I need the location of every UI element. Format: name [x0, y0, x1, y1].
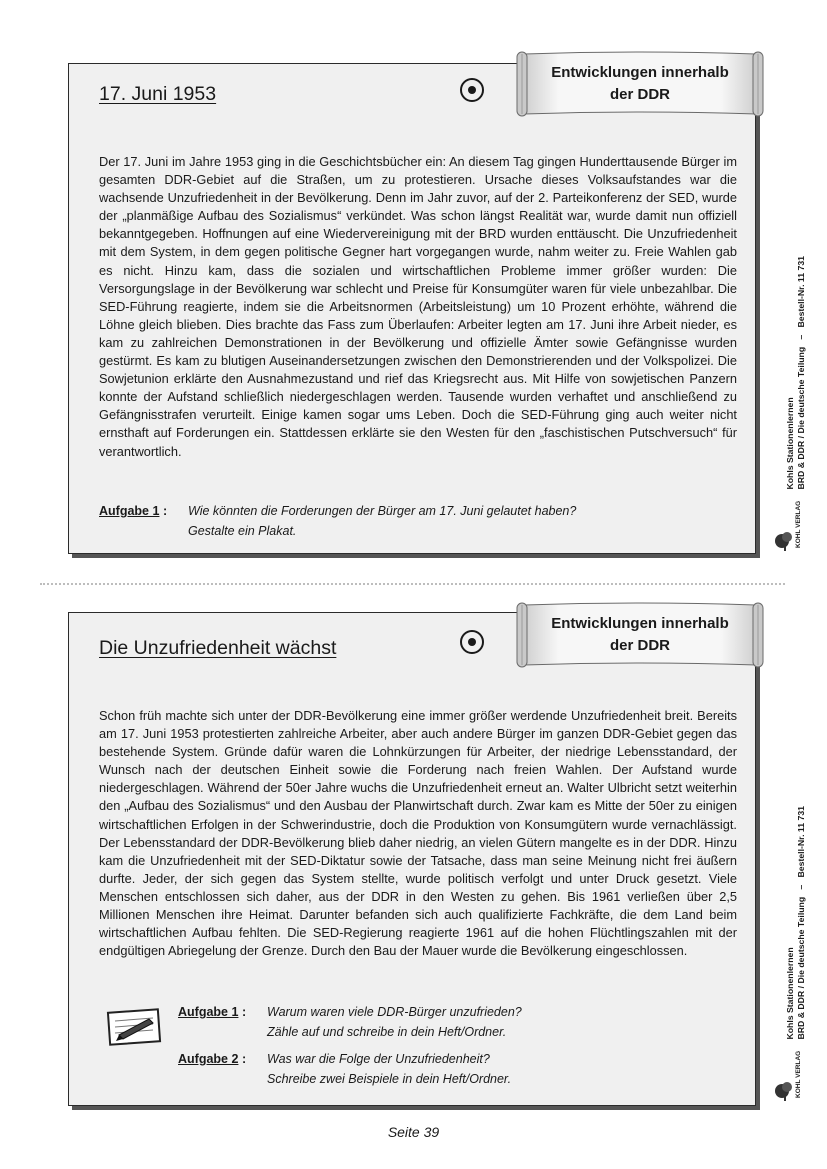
- task-2: Aufgabe 2 : Was war die Folge der Unzufriedenheit? Schreibe zwei Beispiele in dein Heft/Ordner.: [178, 1049, 698, 1089]
- station-card-2: [68, 612, 756, 1106]
- task-label: Aufgabe 1: [99, 504, 160, 518]
- task-instruction: Schreibe zwei Beispiele in dein Heft/Ordner.: [267, 1072, 512, 1086]
- svg-text:KOHL VERLAG: KOHL VERLAG: [795, 1050, 802, 1098]
- target-icon: [460, 630, 484, 654]
- card-text: Schon früh machte sich unter der DDR-Bevölkerung eine immer größer werdende Unzufriedenheit breit. Bereits am 17. Juni 1953 protestierten zahlreiche Arbeiter, aber auch andere Bürger im ganzen DDR-Gebiet gegen das bestehende System. Gründe dafür waren die Lohnkürzungen für Arbeiter, der niedrige Lebensstandard, der Wunsch nach der deutschen Einheit sowie die Forderung nach freien Wahlen. Der Aufstand wurde niedergeschlagen. Während der 50er Jahre wuchs die Unzufriedenheit erneut an. Walter Ulbricht setzt weiterhin den „Aufbau des Sozialismus“ und den Ausbau der Planwirtschaft durch. Zwar kam es Mitte der 50er zu einigen wirtschaftlichen Erfolgen in der Schwerindustrie, doch die Produktion von Konsumgütern wurde vernachlässigt. Der Lebensstandard der DDR-Bevölkerung blieb daher niedrig, an vielen Gütern mangelte es in der DDR. Hinzu kam die Unzufriedenheit mit der SED-Diktatur sowie der Tatsache, dass man seine Meinung nicht frei äußern durfte. Jeder, der sich gegen das System stellte, wurde politisch verfolgt und unter Druck gesetzt. Viele Menschen entschlossen sich daher, aus der DDR in den Westen zu gehen. Bis 1961 verließen über 2,5 Millionen Menschen ihre Heimat. Darunter befanden sich auch qualifizierte Fachkräfte, die dem Land beim wirtschaftlichen Aufbau fehlten. Die SED-Regierung reagierte 1961 auf die hohen Flüchtlingszahlen mit der endgültigen Abriegelung der Grenze. Durch den Bau der Mauer wurde die Bevölkerung eingeschlossen.: [99, 708, 737, 959]
- topic-label: Entwicklungen innerhalb der DDR: [551, 64, 729, 103]
- target-icon: [460, 78, 484, 102]
- task-1: Aufgabe 1 : Warum waren viele DDR-Bürger unzufrieden? Zähle auf und schreibe in dein Heft/Ordner.: [178, 1002, 698, 1042]
- publisher-logo: [773, 492, 807, 548]
- page-number: Seite 39: [387, 1124, 440, 1140]
- sidebar-imprint: [779, 740, 813, 1040]
- task-question: Warum waren viele DDR-Bürger unzufrieden?: [267, 1005, 522, 1019]
- task-1: Aufgabe 1 : Wie könnten die Forderungen der Bürger am 17. Juni gelautet haben? Gestalte ein Plakat.: [99, 501, 719, 541]
- card-title: Die Unzufriedenheit wächst: [99, 637, 337, 659]
- task-label: Aufgabe 1: [178, 1005, 239, 1019]
- task-question: Wie könnten die Forderungen der Bürger am 17. Juni gelautet haben?: [188, 504, 577, 518]
- topic-scroll-banner: [516, 50, 764, 118]
- publisher-logo: [773, 1042, 807, 1098]
- card-text: Der 17. Juni im Jahre 1953 ging in die Geschichtsbücher ein: An diesem Tag gingen Hunderttausende Bürger im gesamten DDR-Gebiet auf die Straßen, um zu protestieren. Ursache dieses Volksaufstandes war die wachsende Unzufriedenheit in der Bevölkerung. Denn im Jahr zuvor, auf der 2. Parteikonferenz der SED, wurde der „planmäßige Aufbau des Sozialismus“ verkündet. Was schon längst Realität war, wurde damit nun offiziell bekanntgegeben. Hoffnungen auf eine Wiedervereinigung mit der BRD wurden enttäuscht. Die Unzufriedenheit mit dem System, in dem gegen politische Gegner hart vorgegangen wurde, nahm weiter zu. Freie Wahlen gab es nicht. Hinzu kam, dass die sozialen und wirtschaftlichen Probleme immer größer wurden: Die Versorgungslage in der Bevölkerung war schlecht und Preise für Konsumgüter waren für viele unbezahlbar. Die SED-Führung reagierte, indem sie die Arbeitsnormen (Arbeitsleistung) um 10 Prozent erhöhte, während die Löhne gleich blieben. Dies brachte das Fass zum Überlaufen: Arbeiter legten am 17. Juni ihre Arbeit nieder, es kam zu zahlreichen Demonstrationen in der Bevölkerung und offizielle Ämter sowie Gefängnisse wurden gestürmt. Es kam zu blutigen Auseinandersetzungen zwischen den Demonstrierenden und der Volkspolizei. Die Sowjetunion erklärte den Ausnahmezustand und rief das Kriegsrecht aus. Mit Hilfe von sowjetischen Panzern konnte der Aufstand schließlich niedergeschlagen werden. Tausende wurden verhaftet und anschließend zu Gefängnisstrafen verurteilt. Einige kamen sogar ums Leben. Doch die SED-Führung ging auch weiter nicht ernsthaft auf Forderungen ein. Stattdessen erklärte sie den Westen für den „faschistischen Putschversuch“ für verantwortlich.: [99, 154, 737, 459]
- station-card-1: [68, 63, 756, 554]
- task-instruction: Zähle auf und schreibe in dein Heft/Ordner.: [267, 1025, 507, 1039]
- task-label: Aufgabe 2: [178, 1052, 239, 1066]
- imprint-text: Kohls Stationenlernen BRD & DDR / Die deutsche Teilung – Bestell-Nr. 11 731: [785, 256, 806, 490]
- sidebar-imprint: [779, 190, 813, 490]
- task-question: Was war die Folge der Unzufriedenheit?: [267, 1052, 490, 1066]
- imprint-text: Kohls Stationenlernen BRD & DDR / Die deutsche Teilung – Bestell-Nr. 11 731: [785, 806, 806, 1040]
- svg-text:KOHL VERLAG: KOHL VERLAG: [795, 500, 802, 548]
- cut-line-divider: [40, 583, 785, 585]
- pen-paper-icon: [105, 1007, 163, 1047]
- topic-scroll-banner: [516, 601, 764, 669]
- task-instruction: Gestalte ein Plakat.: [188, 524, 297, 538]
- topic-label: Entwicklungen innerhalb der DDR: [551, 615, 729, 654]
- card-title: 17. Juni 1953: [99, 83, 217, 105]
